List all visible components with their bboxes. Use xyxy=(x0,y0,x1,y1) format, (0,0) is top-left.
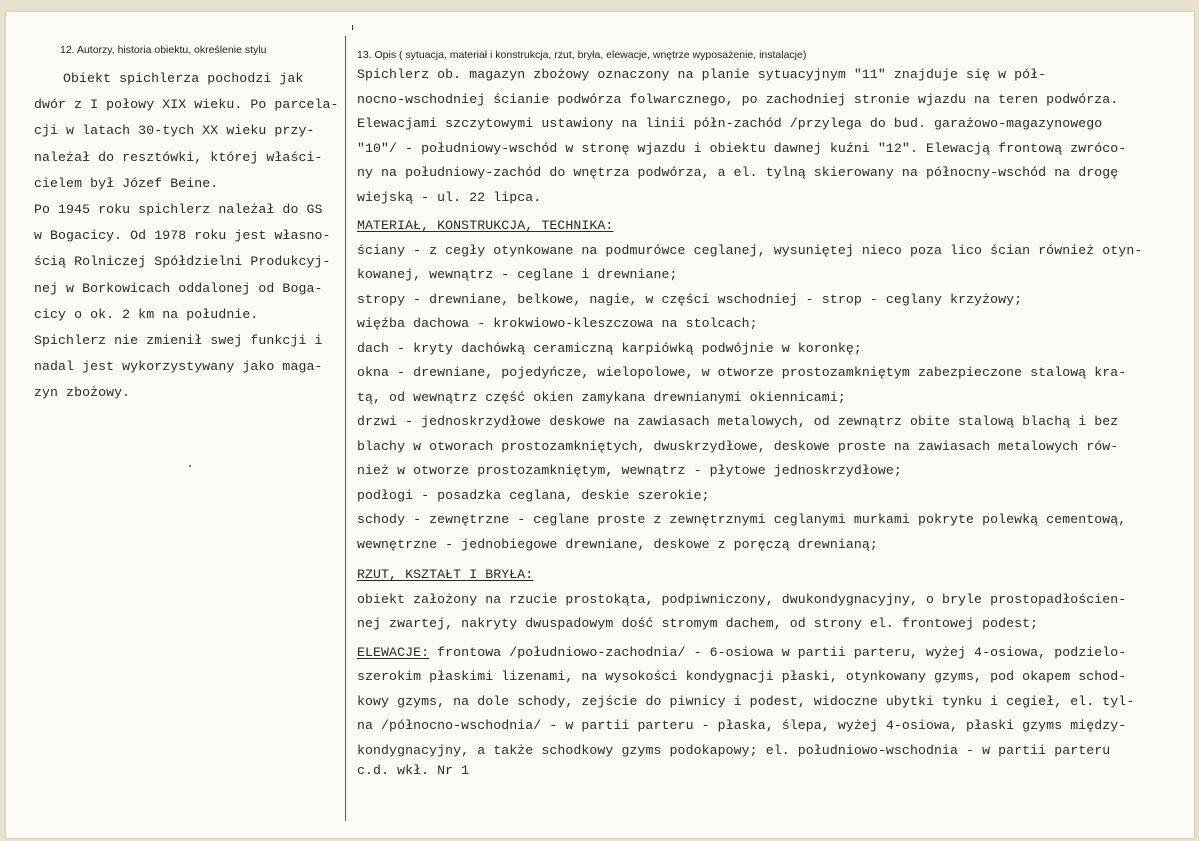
description-text-line xyxy=(357,165,1118,180)
description-text-line xyxy=(357,669,1126,684)
description-text-line xyxy=(357,390,846,405)
description-text: schody - zewnętrzne - ceglane proste z zewnętrznymi ceglanymi murkami pokryte polewką cementową, xyxy=(357,512,1127,527)
description-text: kowanej, wewnątrz - ceglane i drewniane; xyxy=(357,267,678,282)
section-heading-underlined: MATERIAŁ, KONSTRUKCJA, TECHNIKA: xyxy=(357,218,614,233)
description-text: Elewacjami szczytowymi ustawiony na linii półn-zachód /przylega do bud. garażowo-magazynowego xyxy=(357,116,1103,131)
description-text-line xyxy=(357,512,1126,527)
description-text-line xyxy=(357,92,1118,107)
description-text: nież w otworze prostozamkniętym, wewnątrz - płytowe jednoskrzydłowe; xyxy=(357,463,902,478)
history-text-line: należał do resztówki, której właści- xyxy=(34,149,323,165)
description-text: blachy w otworach prostozamkniętych, dwuskrzydłowe, deskowe proste na zawiasach metalowych rów- xyxy=(357,438,1119,454)
description-text: wewnętrzne - jednobiegowe drewniane, deskowe z poręczą drewnianą; xyxy=(357,536,878,552)
description-text-line xyxy=(357,616,1038,631)
description-text: na /północno-wschodnia/ - w partii parteru - płaska, ślepa, wyżej 4-osiowa, płaski gzyms między- xyxy=(357,718,1127,733)
description-text-line xyxy=(357,67,1046,82)
description-text-line xyxy=(357,341,862,356)
description-text: podłogi - posadzka ceglana, deskie szerokie; xyxy=(357,487,710,503)
history-text-line: cicy o ok. 2 km na południe. xyxy=(34,306,259,322)
description-text-line xyxy=(357,463,902,478)
description-text: szerokim płaskimi lizenami, na wysokości kondygnacji płaski, otynkowany gzyms, pod okapem schod- xyxy=(357,669,1127,684)
description-text-line xyxy=(357,190,541,205)
description-text-line xyxy=(357,488,710,503)
description-text-line xyxy=(357,694,1134,709)
description-text: tą, od wewnątrz część okien zamykana drewnianymi okiennicami; xyxy=(357,389,846,405)
section-heading-underlined: ELEWACJE: xyxy=(357,644,430,660)
description-text: drzwi - jednoskrzydłowe deskowe na zawiasach metalowych, od zewnątrz obite stalową blachą i bez xyxy=(357,414,1119,429)
description-text: nocno-wschodniej ścianie podwórza folwarcznego, po zachodniej stronie wjazdu na teren podwórza. xyxy=(357,91,1119,107)
description-text: "10"/ - południowy-wschód w stronę wjazdu i obiektu dawnej kuźni "12". Elewacją frontową zwróco- xyxy=(357,140,1127,156)
description-text-line xyxy=(357,537,878,552)
description-text-line xyxy=(357,316,758,331)
description-text-line xyxy=(357,141,1126,156)
description-text-line xyxy=(357,414,1118,429)
column-divider xyxy=(345,36,346,821)
history-text-line: cji w latach 30-tych XX wieku przy- xyxy=(34,123,315,139)
history-text-line: zyn zbożowy. xyxy=(34,385,131,401)
description-text-line xyxy=(357,365,1126,380)
header-tick-mark xyxy=(352,25,353,30)
description-text: Spichlerz ob. magazyn zbożowy oznaczony na planie sytuacyjnym "11" znajduje się w pół- xyxy=(357,67,1047,82)
description-text-line xyxy=(357,439,1118,454)
description-text: stropy - drewniane, belkowe, nagie, w części wschodniej - strop - ceglany krzyżowy; xyxy=(357,291,1023,307)
history-text-line: Po 1945 roku spichlerz należał do GS xyxy=(34,202,323,217)
description-text-line xyxy=(357,567,533,582)
description-text: c.d. wkł. Nr 1 xyxy=(357,763,470,778)
description-text: frontowa /południowo-zachodnia/ - 6-osiowa w partii parteru, wyżej 4-osiowa, podzielo- xyxy=(429,644,1127,660)
description-text-line xyxy=(357,292,1022,307)
description-text: kowy gzyms, na dole schody, zejście do piwnicy i podest, widoczne ubytki tynku i cegieł, el. tyl- xyxy=(357,693,1135,709)
history-text-line: Obiekt spichlerza pochodzi jak xyxy=(63,71,304,86)
description-text: wiejską - ul. 22 lipca. xyxy=(357,189,542,205)
section-12-header: 12. Autorzy, historia obiektu, określenie stylu xyxy=(60,44,267,56)
section-heading-underlined: RZUT, KSZTAŁT I BRYŁA: xyxy=(357,567,534,582)
description-text-line xyxy=(357,116,1102,131)
description-text-line xyxy=(357,243,1142,258)
history-text-line: ścią Rolniczej Spółdzielni Produkcyj- xyxy=(34,254,331,270)
description-text: ściany - z cegły otynkowane na podmurówce ceglanej, wysuniętej nieco poza lico ścian również otyn- xyxy=(357,242,1143,258)
history-text-line: Spichlerz nie zmienił swej funkcji i xyxy=(34,333,323,348)
description-text-line xyxy=(357,743,1110,758)
description-text-line xyxy=(357,592,1126,607)
description-text-line xyxy=(357,267,678,282)
description-text: okna - drewniane, pojedyńcze, wielopolowe, w otworze prostozamkniętym zabezpieczone stalową kra- xyxy=(357,365,1127,380)
stray-dot-mark xyxy=(189,465,191,467)
description-text: nej zwartej, nakryty dwuspadowym dość stromym dachem, od strony el. frontowej podest; xyxy=(357,616,1039,631)
description-text: więźba dachowa - krokwiowo-kleszczowa na stolcach; xyxy=(357,316,758,331)
description-text-line xyxy=(357,218,613,233)
history-text-line: dwór z I połowy XIX wieku. Po parcela- xyxy=(34,97,339,113)
description-text-line xyxy=(357,763,469,778)
history-text-line: cielem był Józef Beine. xyxy=(34,175,219,191)
section-13-header: 13. Opis ( sytuacja, materiał i konstrukcja, rzut, bryła, elewacje, wnętrze wyposażenie, instalacje) xyxy=(357,49,807,61)
description-text: dach - kryty dachówką ceramiczną karpiówką podwójnie w koronkę; xyxy=(357,340,862,356)
history-text-line: w Bogacicy. Od 1978 roku jest własno- xyxy=(34,228,331,244)
description-text: kondygnacyjny, a także schodkowy gzyms podokapowy; el. południowo-wschodnia - w partii parteru xyxy=(357,742,1111,758)
history-text-line: nej w Borkowicach oddalonej od Boga- xyxy=(34,280,323,296)
description-text: obiekt założony na rzucie prostokąta, podpiwniczony, dwukondygnacyjny, o bryle prostopadłościen- xyxy=(357,591,1127,607)
description-text-line xyxy=(357,718,1126,733)
description-text: ny na południowy-zachód do wnętrza podwórza, a el. tylną skierowany na północny-wschód na drogę xyxy=(357,165,1119,180)
description-text-line xyxy=(357,645,1126,660)
history-text-line: nadal jest wykorzystywany jako maga- xyxy=(34,359,323,375)
